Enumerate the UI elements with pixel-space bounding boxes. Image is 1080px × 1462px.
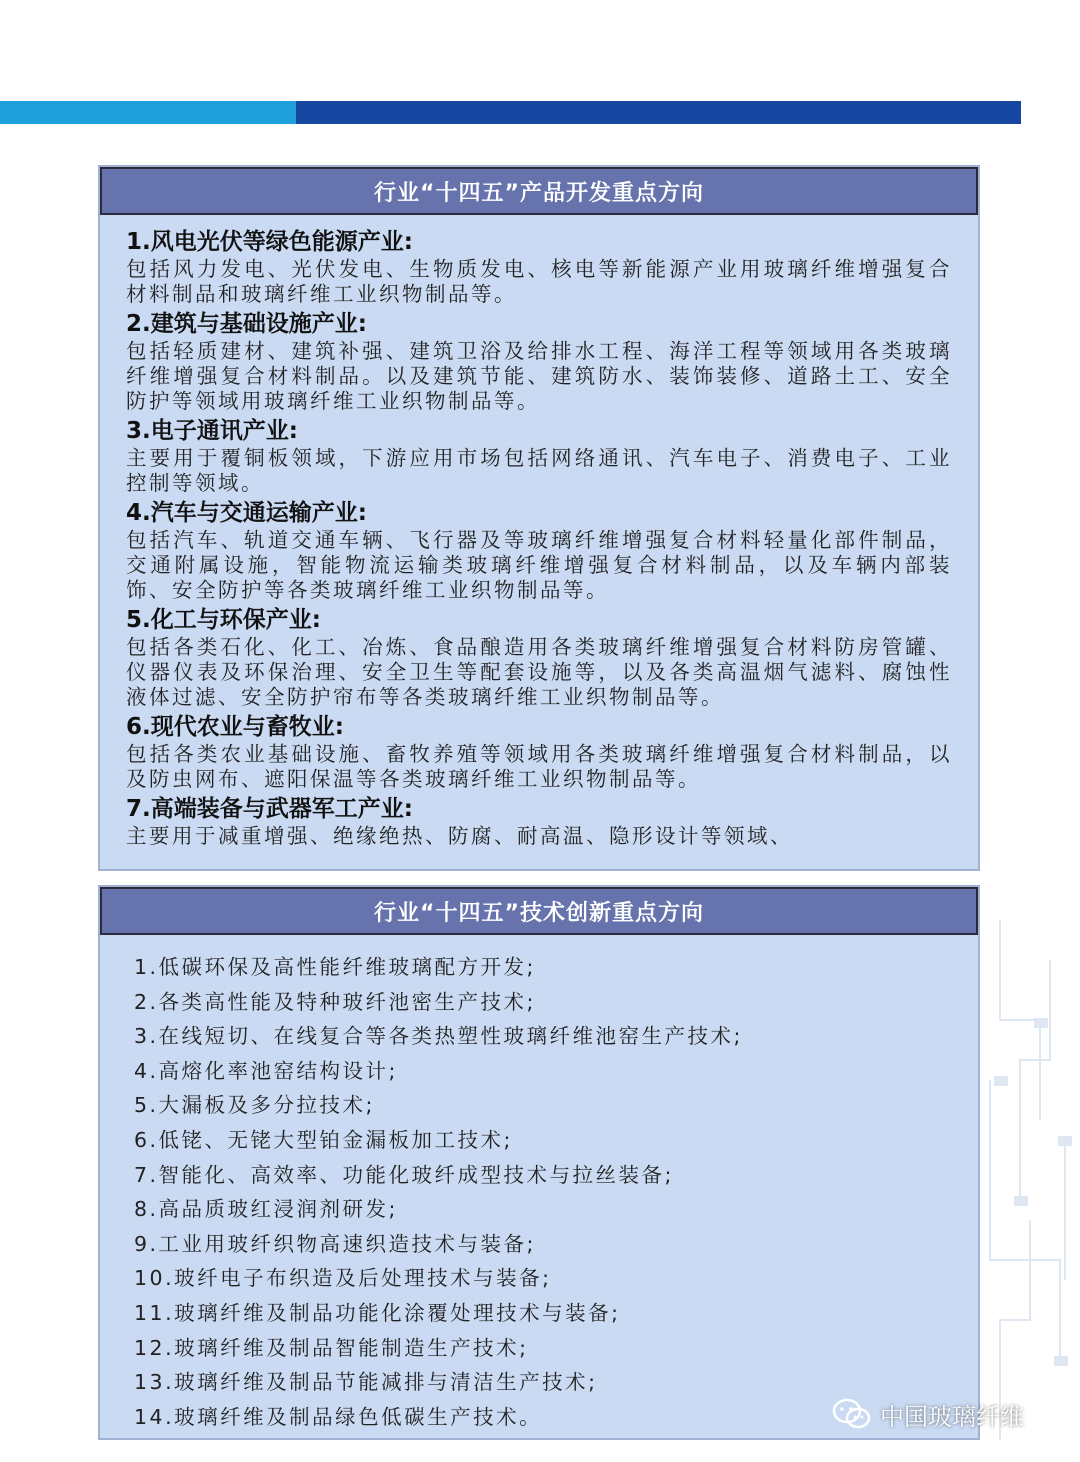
- category-description: 主要用于覆铜板领域，下游应用市场包括网络通讯、汽车电子、消费电子、工业控制等领域。: [126, 446, 952, 495]
- category-title: 2.建筑与基础设施产业:: [126, 311, 367, 337]
- products-panel: [98, 165, 980, 871]
- watermark-text: 中国玻璃纤维: [880, 1402, 1024, 1431]
- category-title: 5.化工与环保产业:: [126, 607, 321, 633]
- list-item: 9.工业用玻纤织物高速织造技术与装备;: [134, 1231, 536, 1256]
- category-description: 包括轻质建材、建筑补强、建筑卫浴及给排水工程、海洋工程等领域用各类玻璃纤维增强复合材料制品。以及建筑节能、建筑防水、装饰装修、道路土工、安全防护等领域用玻璃纤维工业织物制品等。: [126, 339, 952, 413]
- category-2: [126, 309, 952, 414]
- list-item: 3.在线短切、在线复合等各类热塑性玻璃纤维池窑生产技术;: [134, 1024, 743, 1049]
- list-item: 2.各类高性能及特种玻纤池密生产技术;: [134, 989, 536, 1014]
- category-6: [126, 712, 952, 792]
- list-item: 12.玻璃纤维及制品智能制造生产技术;: [134, 1335, 529, 1360]
- watermark: [832, 1394, 1024, 1434]
- tech-panel: [98, 885, 980, 1440]
- products-panel-header: 行业“十四五”产品开发重点方向: [100, 167, 978, 215]
- category-4: [126, 498, 952, 603]
- wechat-icon: [832, 1397, 872, 1431]
- category-description: 包括汽车、轨道交通车辆、飞行器及等玻璃纤维增强复合材料轻量化部件制品，交通附属设施，智能物流运输类玻璃纤维增强复合材料制品，以及车辆内部装饰、安全防护等各类玻璃纤维工业织物制品等。: [126, 528, 952, 602]
- list-item: 6.低铑、无铑大型铂金漏板加工技术;: [134, 1127, 513, 1152]
- top-color-bar: [0, 101, 1021, 124]
- category-description: 主要用于减重增强、绝缘绝热、防腐、耐高温、隐形设计等领域、: [126, 824, 793, 848]
- list-item: 10.玻纤电子布织造及后处理技术与装备;: [134, 1266, 552, 1291]
- category-7: [126, 794, 952, 849]
- category-1: [126, 227, 952, 307]
- category-title: 7.高端装备与武器军工产业:: [126, 796, 413, 822]
- list-item: 1.低碳环保及高性能纤维玻璃配方开发;: [134, 955, 536, 979]
- list-item: 8.高品质玻红浸润剂研发;: [134, 1197, 398, 1222]
- category-title: 4.汽车与交通运输产业:: [126, 500, 367, 526]
- tech-list: [100, 935, 978, 1434]
- category-3: [126, 416, 952, 496]
- category-5: [126, 605, 952, 710]
- category-description: 包括各类石化、化工、冶炼、食品酿造用各类玻璃纤维增强复合材料防房管罐、仪器仪表及环保治理、安全卫生等配套设施等，以及各类高温烟气滤料、腐蚀性液体过滤、安全防护帘布等各类玻璃纤维工业织物制品等。: [126, 635, 952, 709]
- category-description: 包括各类农业基础设施、畜牧养殖等领域用各类玻璃纤维增强复合材料制品，以及防虫网布、遮阳保温等各类玻璃纤维工业织物制品等。: [126, 742, 952, 791]
- list-item: 7.智能化、高效率、功能化玻纤成型技术与拉丝装备;: [134, 1162, 674, 1187]
- category-title: 1.风电光伏等绿色能源产业:: [126, 229, 413, 255]
- list-item: 5.大漏板及多分拉技术;: [134, 1093, 375, 1118]
- list-item: 13.玻璃纤维及制品节能减排与清洁生产技术;: [134, 1370, 598, 1395]
- products-list: [100, 215, 978, 849]
- category-title: 6.现代农业与畜牧业:: [126, 714, 344, 740]
- list-item: 11.玻璃纤维及制品功能化涂覆处理技术与装备;: [134, 1300, 621, 1325]
- top-bar-light-segment: [0, 101, 296, 124]
- list-item: 14.玻璃纤维及制品绿色低碳生产技术。: [134, 1404, 543, 1429]
- top-bar-dark-segment: [296, 101, 1021, 124]
- category-description: 包括风力发电、光伏发电、生物质发电、核电等新能源产业用玻璃纤维增强复合材料制品和玻璃纤维工业织物制品等。: [126, 257, 952, 306]
- list-item: 4.高熔化率池窑结构设计;: [134, 1058, 398, 1083]
- category-title: 3.电子通讯产业:: [126, 418, 298, 444]
- circuit-decoration: [970, 900, 1080, 1460]
- tech-panel-header: 行业“十四五”技术创新重点方向: [100, 887, 978, 935]
